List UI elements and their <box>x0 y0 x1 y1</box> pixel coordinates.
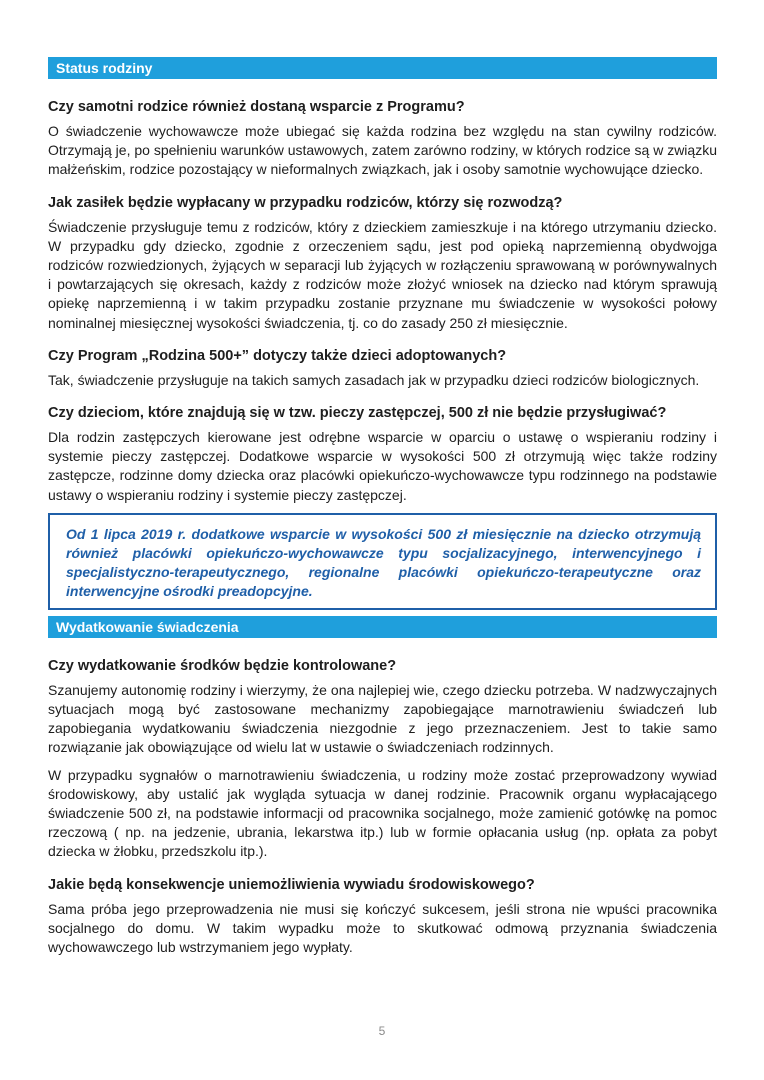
answer-adopted-children: Tak, świadczenie przysługuje na takich samych zasadach jak w przypadku dzieci rodziców biologicznych. <box>48 371 700 388</box>
page-number: 5 <box>378 1024 386 1038</box>
answer-spending-control-1: Szanujemy autonomię rodziny i wierzymy, że ona najlepiej wie, czego dziecku potrzeba. W nadzwyczajnych sytuacjach mogą być zastosowane mechanizmy zapobiegające marnotrawieniu świadczeń lub zapobiegania wydatkowaniu świadczenia niezgodnie z jego przeznaczeniem. Jest to takie samo rozwiązanie jak obowiązujące od wielu lat w ustawie o świadczeniach rodzinnych. <box>48 681 717 756</box>
document-page <box>48 57 717 957</box>
question-foster-care: Czy dzieciom, które znajdują się w tzw. pieczy zastępczej, 500 zł nie będzie przysługiwać? <box>48 405 667 422</box>
answer-foster-care: Dla rodzin zastępczych kierowane jest odrębne wsparcie w oparciu o ustawę o wspieraniu rodziny i systemie pieczy zastępczej. Dodatkowe wsparcie w wysokości 500 zł otrzymują więc także rodziny zastępcze, rodzinne domy dziecka oraz placówki opiekuńczo-wychowawcze typu rodzinnego na podstawie ustawy o wspieraniu rodziny i systemie pieczy zastępczej. <box>48 429 717 503</box>
section-title-status-rodziny: Status rodziny <box>48 57 717 79</box>
highlight-box <box>48 513 717 610</box>
answer-interview-consequences: Sama próba jego przeprowadzenia nie musi się kończyć sukcesem, jeśli strona nie wpuści pracownika socjalnego do domu. W takim wypadku może to skutkować odmową przyznania świadczenia wychowawczego lub wstrzymaniem jego wypłaty. <box>48 900 717 956</box>
question-spending-control: Czy wydatkowanie środków będzie kontrolowane? <box>48 657 397 674</box>
answer-divorced-parents: Świadczenie przysługuje temu z rodziców, który z dzieckiem zamieszkuje i na którego utrzymaniu dziecko. W przypadku gdy dziecko, zgodnie z orzeczeniem sądu, jest pod opieką naprzemienną obydwojga rodziców rozwiedzionych, żyjących w separacji lub żyjących w rozłączeniu sprawowaną w porównywalnych i powtarzających się okresach, każdy z rodziców może złożyć wniosek na dziecko nad którym sprawują opiekę naprzemienną i w takim przypadku zostanie przyznane mu świadczenie w wysokości połowy nominalnej miesięcznej wysokości świadczenia, tj. co do zasady 250 zł miesięcznie. <box>48 218 717 331</box>
answer-single-parents: O świadczenie wychowawcze może ubiegać się każda rodzina bez względu na stan cywilny rodziców. Otrzymają je, po spełnieniu warunków ustawowych, zatem zarówno rodziny, w których rodzice są w związku małżeńskim, rodzice pozostający w nieformalnych związkach, jak i osoby samotnie wychowujące dziecko. <box>48 123 717 178</box>
question-single-parents: Czy samotni rodzice również dostaną wsparcie z Programu? <box>48 99 465 115</box>
highlight-text: Od 1 lipca 2019 r. dodatkowe wsparcie w wysokości 500 zł miesięcznie na dziecko otrzymują również placówki opiekuńczo-wychowawcze typu socjalizacyjnego, interwencyjnego i specjalistyczno-terapeutycznego, regionalne placówki opiekuńczo-terapeutyczne oraz interwencyjne ośrodki preadopcyjne. <box>66 525 701 599</box>
question-interview-consequences: Jakie będą konsekwencje uniemożliwienia wywiadu środowiskowego? <box>48 876 535 893</box>
question-adopted-children: Czy Program „Rodzina 500+” dotyczy także dzieci adoptowanych? <box>48 347 507 364</box>
question-divorced-parents: Jak zasiłek będzie wypłacany w przypadku rodziców, którzy się rozwodzą? <box>48 194 563 211</box>
section-title-wydatkowanie: Wydatkowanie świadczenia <box>48 616 717 638</box>
answer-spending-control-2: W przypadku sygnałów o marnotrawieniu świadczenia, u rodziny może zostać przeprowadzony wywiad środowiskowy, aby ustalić jak wygląda sytuacja w danej rodzinie. Pracownik organu wypłacającego świadczenie 500 zł, na podstawie informacji od pracownika socjalnego, może zamienić gotówkę na pomoc rzeczową ( np. na jedzenie, ubrania, lekarstwa itp.) lub w formie opłacania usług (np. opłata za pobyt dziecka w żłobku, przedszkolu itp.). <box>48 766 717 860</box>
